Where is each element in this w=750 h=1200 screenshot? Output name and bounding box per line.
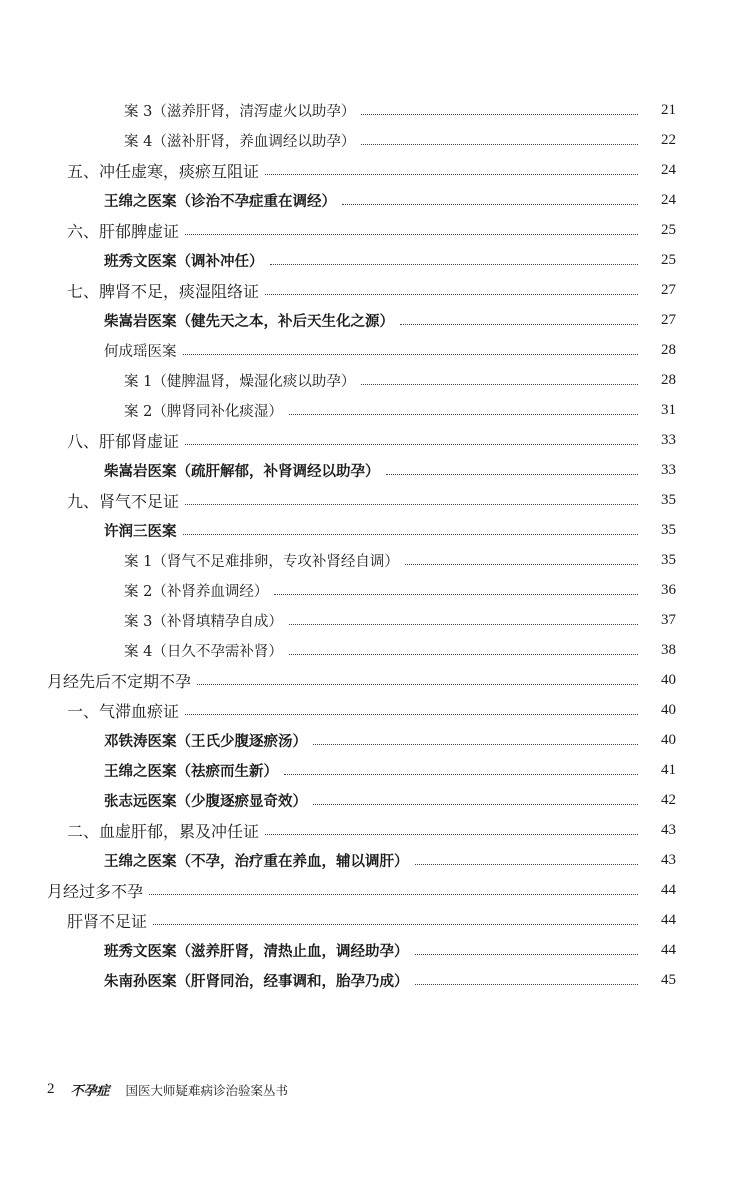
toc-entry-page: 37 [661,611,676,628]
dot-leader [284,774,638,775]
toc-entry[interactable] [0,875,750,905]
toc-entry-title: 案 4（滋补肝肾，养血调经以助孕） [124,133,356,150]
toc-entry-title: 七、脾肾不足，痰湿阻络证 [67,281,260,301]
dot-leader [415,864,639,865]
dot-leader [342,204,638,205]
toc-entry-title: 王绵之医案（诊治不孕症重在调经） [104,192,336,210]
toc-entry-title: 案 2（补肾养血调经） [124,583,269,600]
toc-entry[interactable] [0,305,750,335]
toc-entry-title: 何成瑶医案 [104,343,177,360]
toc-entry[interactable] [0,125,750,155]
toc-entry[interactable] [0,725,750,755]
dot-leader [289,654,638,655]
toc-entry[interactable] [0,245,750,275]
toc-entry-title: 邓铁涛医案（王氏少腹逐瘀汤） [104,732,307,750]
dot-leader [361,114,638,115]
toc-entry[interactable] [0,965,750,995]
toc-entry-page: 35 [661,521,676,538]
toc-entry[interactable] [0,425,750,455]
dot-leader [400,324,638,325]
toc-entry-page: 41 [661,761,676,778]
toc-entry-page: 36 [661,581,676,598]
toc-entry-page: 24 [661,161,676,178]
toc-entry[interactable] [0,155,750,185]
toc-entry-page: 44 [661,941,676,958]
dot-leader [289,624,638,625]
toc-entry[interactable] [0,335,750,365]
toc-entry-page: 25 [661,221,676,238]
dot-leader [289,414,638,415]
toc-entry-title: 肝肾不足证 [67,911,148,931]
toc-entry[interactable] [0,455,750,485]
toc-entry[interactable] [0,935,750,965]
toc-entry[interactable] [0,545,750,575]
toc-entry-page: 25 [661,251,676,268]
toc-entry[interactable] [0,395,750,425]
toc-entry-title: 月经过多不孕 [47,881,144,901]
toc-entry-page: 38 [661,641,676,658]
dot-leader [361,384,638,385]
toc-entry-page: 43 [661,821,676,838]
toc-entry-page: 44 [661,911,676,928]
toc-entry-page: 40 [661,671,676,688]
toc-entry-title: 王绵之医案（祛瘀而生新） [104,762,278,780]
toc-entry-page: 22 [661,131,676,148]
toc-entry-page: 28 [661,341,676,358]
toc-entry-title: 王绵之医案（不孕，治疗重在养血，辅以调肝） [104,852,409,870]
dot-leader [415,954,639,955]
dot-leader [415,984,639,985]
toc-entry-title: 案 3（补肾填精孕自成） [124,613,283,630]
toc-entry[interactable] [0,845,750,875]
toc-entry-page: 21 [661,101,676,118]
toc-entry[interactable] [0,365,750,395]
toc-entry[interactable] [0,95,750,125]
toc-entry[interactable] [0,215,750,245]
toc-entry[interactable] [0,905,750,935]
dot-leader [405,564,638,565]
toc-entry[interactable] [0,695,750,725]
toc-entry-page: 28 [661,371,676,388]
toc-entry-page: 42 [661,791,676,808]
toc-entry[interactable] [0,755,750,785]
toc-entry-title: 案 4（日久不孕需补肾） [124,643,283,660]
dot-leader [270,264,639,265]
toc-entry-title: 班秀文医案（滋养肝肾，清热止血，调经助孕） [104,942,409,960]
toc-entry-title: 柴嵩岩医案（健先天之本，补后天生化之源） [104,312,394,330]
toc-entry-page: 43 [661,851,676,868]
toc-entry[interactable] [0,575,750,605]
toc-entry-page: 35 [661,491,676,508]
toc-entry-title: 一、气滞血瘀证 [67,701,180,721]
toc-entry[interactable] [0,275,750,305]
toc-entry-title: 张志远医案（少腹逐瘀显奇效） [104,792,307,810]
dot-leader [185,714,638,715]
toc-entry-page: 27 [661,311,676,328]
page-footer [47,1080,288,1099]
toc-entry-page: 27 [661,281,676,298]
toc-entry[interactable] [0,605,750,635]
toc-entry-page: 45 [661,971,676,988]
toc-entry-title: 案 2（脾肾同补化痰湿） [124,403,283,420]
toc-entry-page: 33 [661,461,676,478]
toc-entry[interactable] [0,515,750,545]
toc-entry-title: 八、肝郁肾虚证 [67,431,180,451]
dot-leader [185,444,638,445]
toc-entry-title: 班秀文医案（调补冲任） [104,252,264,270]
dot-leader [361,144,638,145]
dot-leader [183,354,639,355]
book-brand: 不孕症 [70,1084,110,1099]
dot-leader [265,834,638,835]
page-number: 2 [47,1081,55,1097]
toc-entry[interactable] [0,785,750,815]
toc-entry-title: 案 1（健脾温肾，燥湿化痰以助孕） [124,373,356,390]
toc-entry[interactable] [0,185,750,215]
toc-entry-page: 40 [661,701,676,718]
dot-leader [274,594,638,595]
toc-entry-title: 月经先后不定期不孕 [47,671,192,691]
toc-entry-page: 24 [661,191,676,208]
series-title: 国医大师疑难病诊治验案丛书 [125,1082,289,1098]
toc-entry-page: 31 [661,401,676,418]
dot-leader [183,534,639,535]
dot-leader [313,744,638,745]
dot-leader [313,804,638,805]
dot-leader [185,234,638,235]
table-of-contents [0,95,750,995]
dot-leader [386,474,639,475]
toc-entry[interactable] [0,665,750,695]
dot-leader [265,294,638,295]
toc-entry[interactable] [0,635,750,665]
dot-leader [265,174,638,175]
toc-entry-title: 柴嵩岩医案（疏肝解郁，补肾调经以助孕） [104,462,380,480]
toc-entry-page: 33 [661,431,676,448]
toc-entry-title: 许润三医案 [104,522,177,540]
toc-entry-title: 六、肝郁脾虚证 [67,221,180,241]
toc-entry-title: 二、血虚肝郁，累及冲任证 [67,821,260,841]
toc-entry-title: 案 3（滋养肝肾，清泻虚火以助孕） [124,103,356,120]
dot-leader [153,924,638,925]
toc-entry-page: 35 [661,551,676,568]
toc-entry-title: 案 1（肾气不足难排卵，专攻补肾经自调） [124,553,399,570]
toc-entry[interactable] [0,815,750,845]
toc-entry-title: 九、肾气不足证 [67,491,180,511]
toc-entry-title: 朱南孙医案（肝肾同治，经事调和，胎孕乃成） [104,972,409,990]
toc-entry[interactable] [0,485,750,515]
dot-leader [149,894,638,895]
toc-entry-title: 五、冲任虚寒，痰瘀互阻证 [67,161,260,181]
toc-entry-page: 40 [661,731,676,748]
dot-leader [197,684,638,685]
dot-leader [185,504,638,505]
toc-entry-page: 44 [661,881,676,898]
